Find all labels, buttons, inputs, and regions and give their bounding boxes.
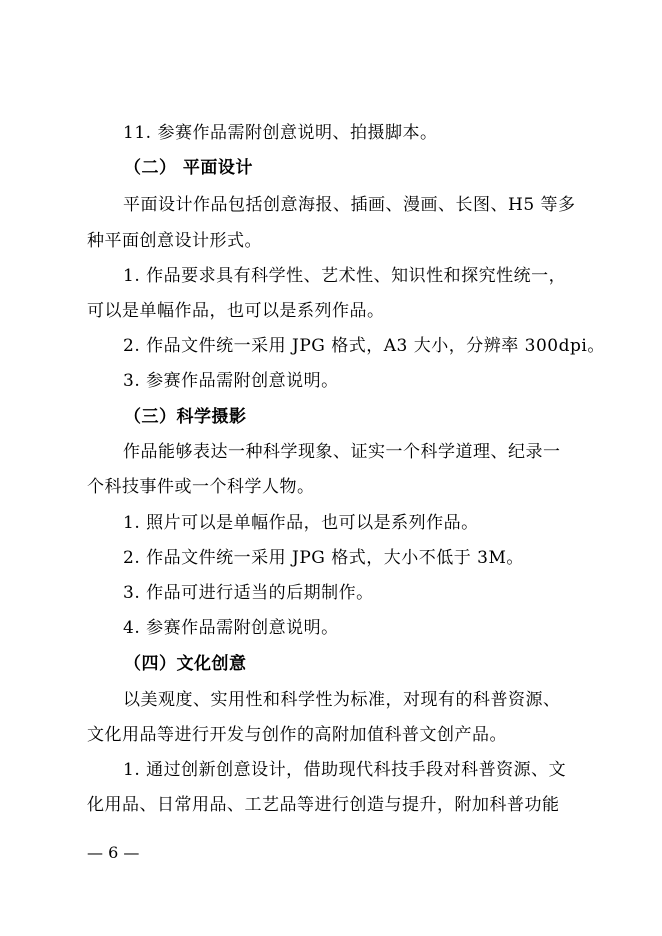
paragraph-line: 种平面创意设计形式。 xyxy=(87,231,262,251)
paragraph-line: 作品能够表达一种科学现象、证实一个科学道理、纪录一 xyxy=(123,442,561,462)
list-item-line: 化用品、日常用品、工艺品等进行创造与提升，附加科普功能 xyxy=(87,795,560,815)
list-item-line: 1. 通过创新创意设计，借助现代科技手段对科普资源、文 xyxy=(123,760,567,780)
paragraph-line: 以美观度、实用性和科学性为标准，对现有的科普资源、 xyxy=(123,690,561,710)
list-item-line: 2. 作品文件统一采用 JPG 格式，大小不低于 3M。 xyxy=(123,548,524,568)
page-number: — 6 — xyxy=(87,843,140,862)
list-item-line: 3. 作品可进行适当的后期制作。 xyxy=(123,583,374,603)
paragraph-line: 平面设计作品包括创意海报、插画、漫画、长图、H5 等多 xyxy=(123,195,576,215)
list-item-line: 2. 作品文件统一采用 JPG 格式，A3 大小，分辨率 300dpi。 xyxy=(123,336,605,356)
section-heading-cultural-creative: （四）文化创意 xyxy=(124,654,247,674)
list-item-line: 1. 作品要求具有科学性、艺术性、知识性和探究性统一， xyxy=(123,266,567,286)
item-11-line: 11. 参赛作品需附创意说明、拍摄脚本。 xyxy=(123,123,438,143)
list-item-line: 1. 照片可以是单幅作品，也可以是系列作品。 xyxy=(123,513,479,533)
list-item-line: 可以是单幅作品，也可以是系列作品。 xyxy=(87,301,385,321)
list-item-line: 3. 参赛作品需附创意说明。 xyxy=(123,371,339,391)
list-item-line: 4. 参赛作品需附创意说明。 xyxy=(123,618,339,638)
section-heading-graphic-design: （二） 平面设计 xyxy=(124,158,253,178)
section-heading-photography: （三）科学摄影 xyxy=(124,407,247,427)
paragraph-line: 个科技事件或一个科学人物。 xyxy=(87,477,315,497)
paragraph-line: 文化用品等进行开发与创作的高附加值科普文创产品。 xyxy=(87,725,507,745)
